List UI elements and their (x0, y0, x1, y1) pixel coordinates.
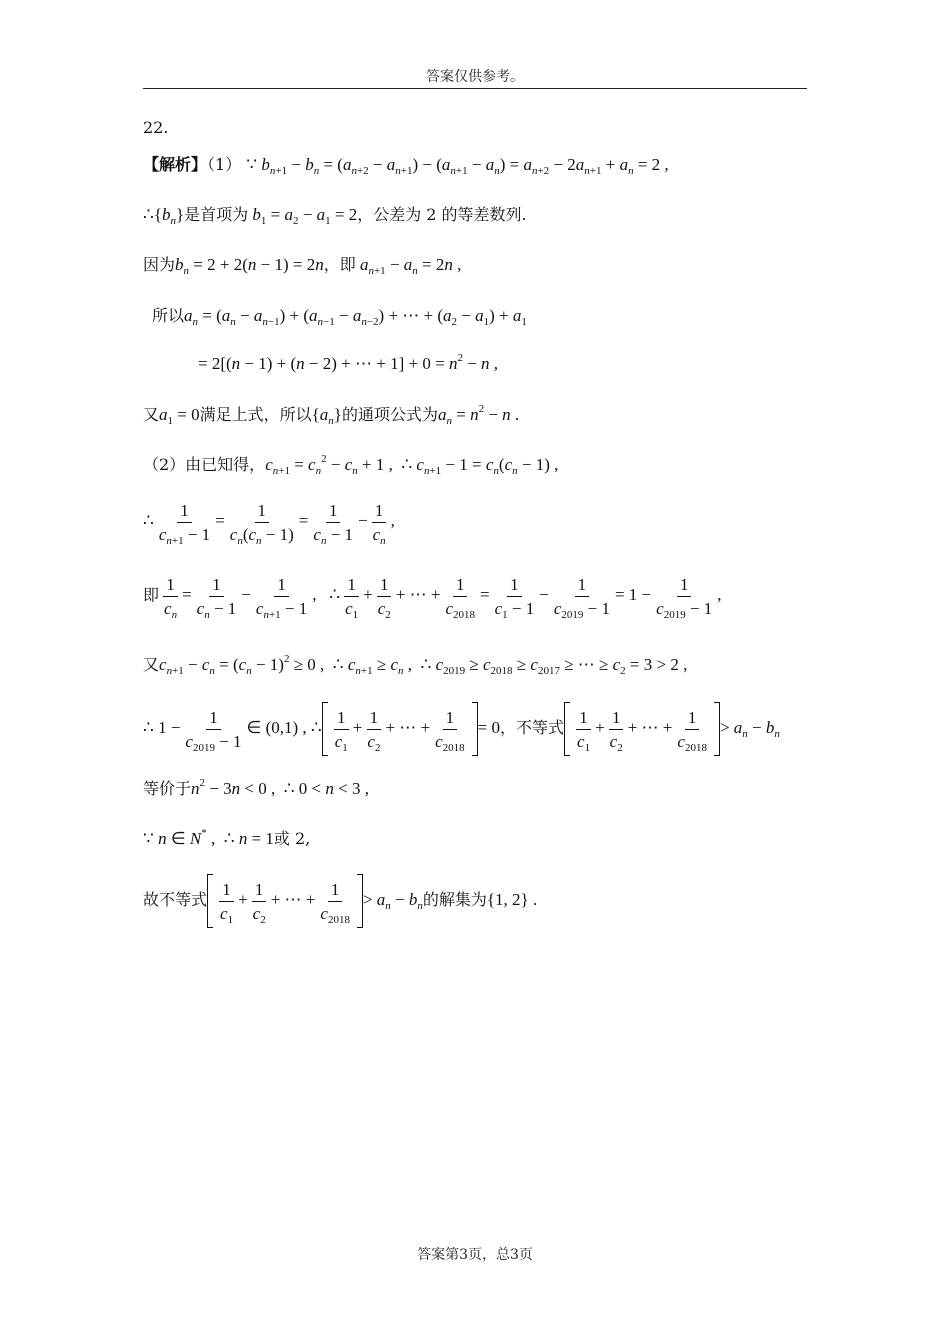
text-suoyi: 所以 (152, 306, 185, 325)
solution-line-13: ∵ n ∈ N* , ∴ n = 1或 2, (143, 827, 311, 848)
text-huo: 或 2, (273, 829, 311, 848)
solution-line-7: （2）由已知得，$c_{n+1} = c_n^2 - c_n + 1$ , ∴ $c_{n+1} - 1 = c_n(c_n - 1)$ , (143, 453, 559, 477)
solution-line-6: 又$a_1 = 0$满足上式，所以$\{a_n\}$的通项公式为$a_n = n^2 - n$ . (143, 403, 520, 427)
text-budengshi: ，不等式 (500, 717, 565, 737)
solution-line-9: 即 $\frac{1}{c_n}$ = $\frac{1}{c_n - 1}$ − $\frac{1}{c_{n+1} - 1}$ , ∴ $\frac{1}{c_1}$ + $\frac{1}{c_2}$ + ⋯ + $\frac{1}{c_{2018}}$ = $\frac{1}{c_1 - 1}$ − $\frac{1}{c_{2019} - 1}$ = 1 − $\frac{1}{c_{2019} - 1}$ , (143, 575, 722, 621)
solution-line-8: ∴ $\frac{1}{c_{n+1} - 1}$ = $\frac{1}{c_n(c_n - 1)}$ = $\frac{1}{c_n - 1}$ − $\frac{1}{c_n}$ , (143, 501, 395, 547)
part-2-label: （2）由已知得， (143, 455, 266, 474)
solution-line-5: = 2[(n − 1) + (n − 2) + ⋯ + $1] + 0 = n^2 - n$ , (198, 352, 499, 373)
solution-tag: 【解析】 (143, 155, 208, 174)
text-dengjia: 等价于 (143, 779, 192, 798)
solution-line-3: 因为$b_n = 2 + 2(n - 1) = 2n$，即 $a_{n+1} - a_n = 2n$ , (143, 255, 462, 277)
equation-1: ∵ $b_{n+1} - b_n = (a_{n+2} - a_{n+1}) - (a_{n+1} - a_n) = a_{n+2} - 2a_{n+1} + a_n = 2$ , (246, 155, 669, 177)
text-ji-2: 即 (143, 585, 160, 605)
problem-number: 22. (143, 118, 169, 137)
solution-line-11: ∴ 1 − $\frac{1}{c_{2019} - 1}$ ∈ (0,1) , ∴ $\frac{1}{c_1}$ + $\frac{1}{c_2}$ + ⋯ + $\frac{1}{c_{2018}}$ = 0，不等式 $\frac{1}{c_1}$ + $\frac{1}{c_2}$ + ⋯ + $\frac{1}{c_{2018}}$ > $a_n - b_n$ (143, 702, 780, 756)
text-jieji: 的解集为 (422, 889, 487, 909)
text-gongcha: ，公差为 2 的等差数列. (357, 205, 527, 224)
text-ji: ，即 (323, 255, 356, 274)
solution-line-2: $\therefore\{b_n\}$是首项为 $b_1 = a_2 - a_1 = 2$，公差为 2 的等差数列. (143, 205, 527, 227)
part-1-label: （1） (207, 155, 242, 174)
solution-line-10: 又$c_{n+1} - c_n = (c_n - 1)^2 \ge 0$ , ∴ $c_{n+1} \ge c_n$ , ∴ $c_{2019} \ge c_{2018} \ge c_{2017}$ ≥ ⋯ ≥ $c_2 = 3 > 2$ , (143, 653, 688, 677)
solution-line-12: 等价于$n^2 - 3n < 0$ , ∴ 0 < n < 3 , (143, 777, 369, 798)
text-shouxiang: 是首项为 (184, 205, 249, 224)
text-manzu: 满足上式，所以 (199, 405, 312, 424)
text-gubudengshi: 故不等式 (143, 889, 208, 909)
text-tongxiang: 的通项公式为 (341, 405, 438, 424)
footer-page-info: 答案第3页，总3页 (417, 1247, 533, 1263)
text-you: 又 (143, 405, 160, 424)
solution-line-1 (143, 155, 669, 177)
header-divider (143, 88, 807, 89)
text-you-2: 又 (143, 655, 160, 674)
header-note: 答案仅供参考。 (426, 69, 524, 85)
text-yinwei: 因为 (143, 255, 176, 274)
solution-line-4: 所以$a_n = (a_n - a_{n-1}) + (a_{n-1} - a_{n-2})$ + ⋯ + $(a_2 - a_1) + a_1$ (152, 306, 527, 328)
solution-line-14: 故不等式 $\frac{1}{c_1}$ + $\frac{1}{c_2}$ + ⋯ + $\frac{1}{c_{2018}}$ > $a_n - b_n$的解集为{1, 2} . (143, 874, 537, 928)
